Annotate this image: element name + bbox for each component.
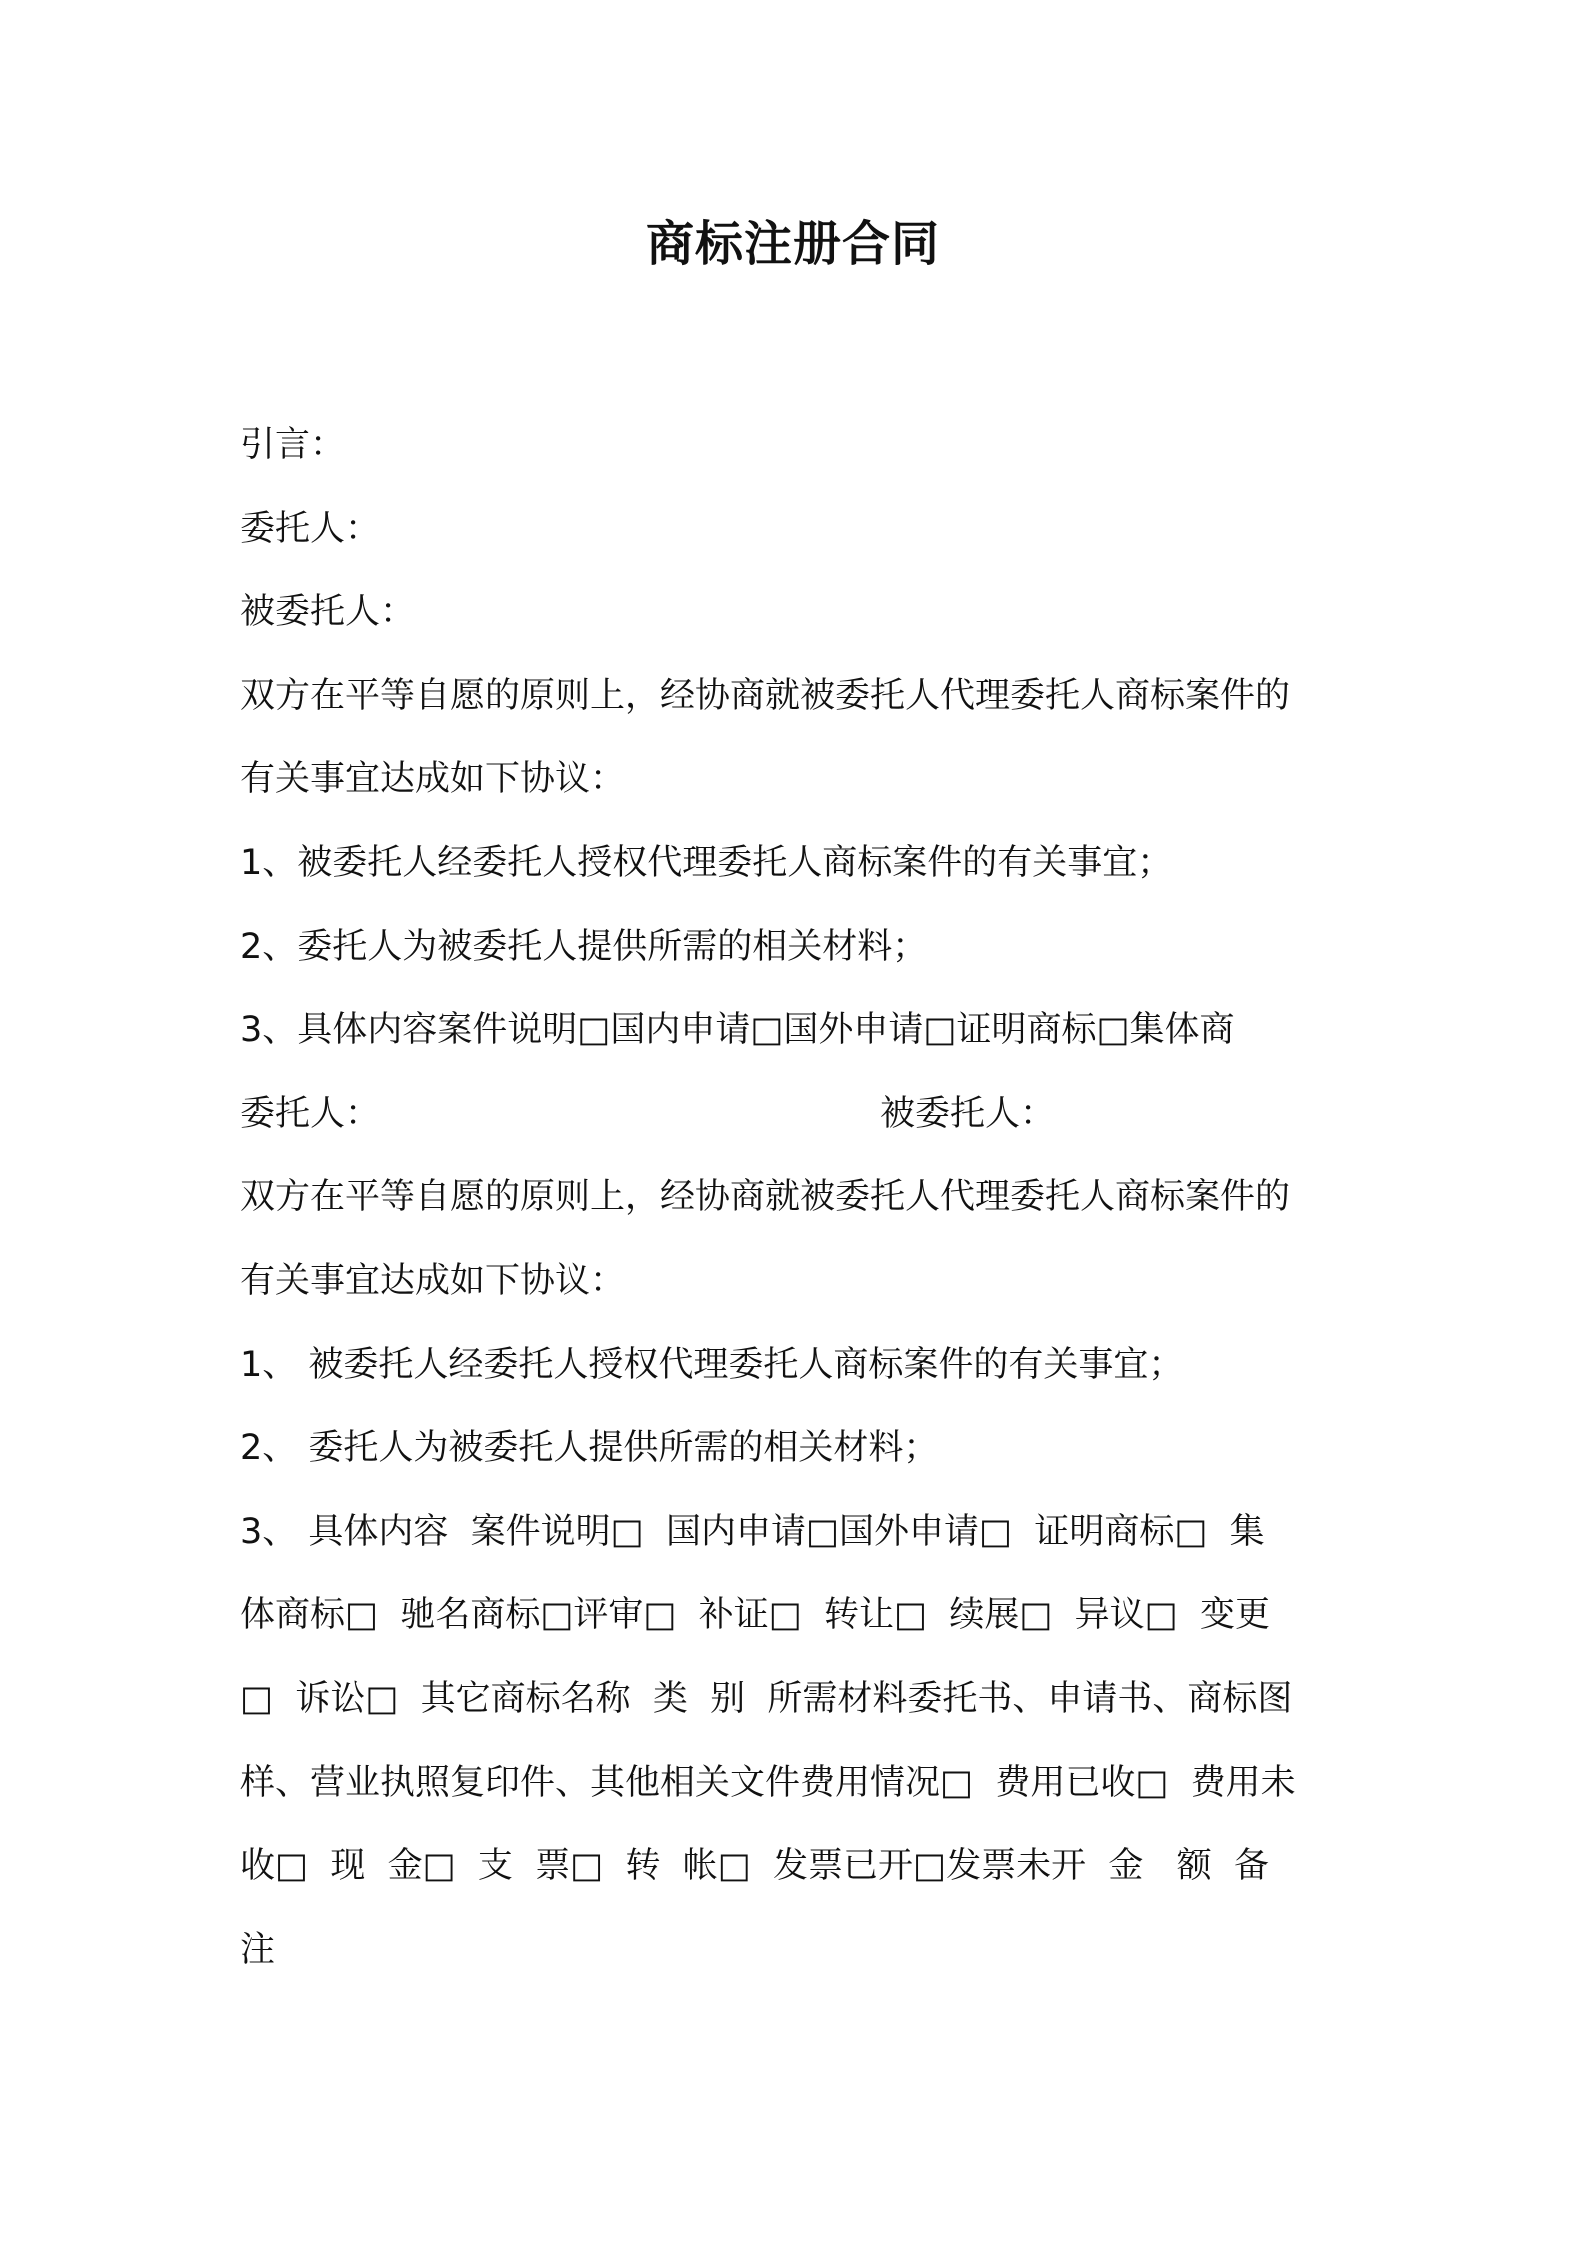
intro-label: 引言： (240, 425, 346, 465)
document-body (240, 404, 1360, 1992)
agreement-paragraph-line: 双方在平等自愿的原则上，经协商就被委托人代理委托人商标案件的 (240, 1177, 1291, 1218)
clause-3-line: 3、 具体内容 案件说明□ 国内申请□国外申请□ 证明商标□ 集 (240, 1511, 1265, 1552)
signature-row (240, 1073, 1360, 1157)
document-title: 商标注册合同 (645, 216, 940, 272)
clause-3-line: □ 诉讼□ 其它商标名称 类 别 所需材料委托书、申请书、商标图 (240, 1678, 1293, 1719)
clause-1: 1、被委托人经委托人授权代理委托人商标案件的有关事宜； (240, 842, 1173, 883)
client-signature-label: 委托人： (240, 1093, 381, 1134)
clause-3: 3、具体内容案件说明□国内申请□国外申请□证明商标□集体商 (240, 1010, 1235, 1051)
clause-2: 2、 委托人为被委托人提供所需的相关材料； (240, 1428, 939, 1469)
clause-3-line: 注 (240, 1929, 276, 1970)
clause-3-line: 收□ 现 金□ 支 票□ 转 帐□ 发票已开□发票未开 金 额 备 (240, 1846, 1269, 1887)
clause-3-line: 体商标□ 驰名商标□评审□ 补证□ 转让□ 续展□ 异议□ 变更 (240, 1595, 1270, 1636)
agent-signature-label: 被委托人： (880, 1093, 1056, 1134)
agreement-paragraph-line: 有关事宜达成如下协议： (240, 759, 626, 800)
agent-label: 被委托人： (240, 592, 416, 633)
client-label: 委托人： (240, 508, 381, 549)
clause-2: 2、委托人为被委托人提供所需的相关材料； (240, 926, 928, 967)
clause-3-line: 样、营业执照复印件、其他相关文件费用情况□ 费用已收□ 费用未 (240, 1762, 1296, 1803)
agreement-paragraph-line: 双方在平等自愿的原则上，经协商就被委托人代理委托人商标案件的 (240, 675, 1291, 716)
clause-1: 1、 被委托人经委托人授权代理委托人商标案件的有关事宜； (240, 1344, 1184, 1385)
agreement-paragraph-line: 有关事宜达成如下协议： (240, 1260, 626, 1301)
